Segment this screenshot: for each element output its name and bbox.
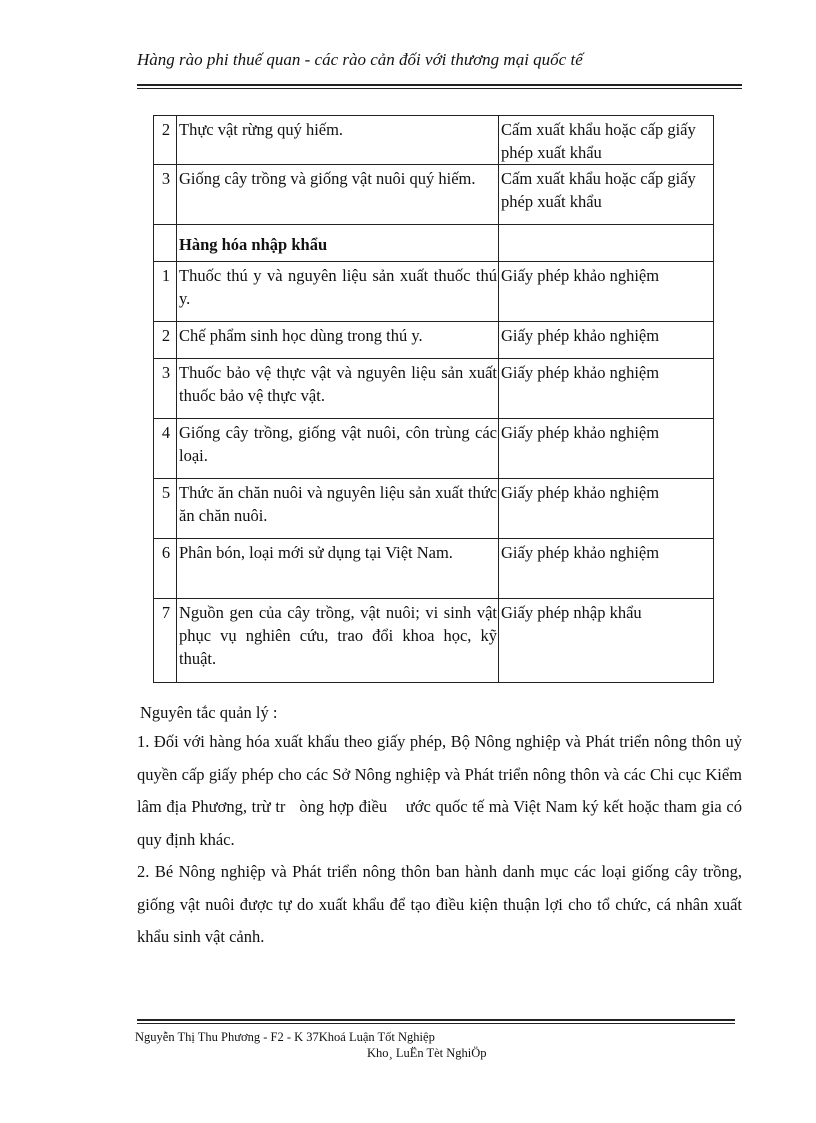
row-requirement: Giấy phép khảo nghiệm bbox=[499, 479, 714, 539]
row-requirement: Giấy phép nhập khẩu bbox=[499, 599, 714, 683]
row-requirement: Giấy phép khảo nghiệm bbox=[499, 322, 714, 359]
row-number: 2 bbox=[154, 322, 177, 359]
body-text bbox=[137, 700, 747, 954]
table-row bbox=[154, 539, 714, 599]
row-item: Chế phẩm sinh học dùng trong thú y. bbox=[177, 322, 499, 359]
table-row bbox=[154, 479, 714, 539]
row-item: Nguồn gen của cây trồng, vật nuôi; vi sinh vật phục vụ nghiên cứu, trao đổi khoa học, kỹ thuật. bbox=[177, 599, 499, 683]
row-requirement: Cấm xuất khẩu hoặc cấp giấy phép xuất khẩu bbox=[499, 116, 714, 165]
row-number: 3 bbox=[154, 359, 177, 419]
row-item: Giống cây trồng và giống vật nuôi quý hiếm. bbox=[177, 165, 499, 225]
row-number: 1 bbox=[154, 262, 177, 322]
row-number: 5 bbox=[154, 479, 177, 539]
row-item: Phân bón, loại mới sử dụng tại Việt Nam. bbox=[177, 539, 499, 599]
table-row bbox=[154, 359, 714, 419]
header-rule bbox=[137, 84, 742, 89]
row-number: 6 bbox=[154, 539, 177, 599]
footer-author: Nguyễn Thị Thu Phương - F2 - K 37Khoá Luận Tốt Nghiệp bbox=[135, 1030, 435, 1044]
table-row bbox=[154, 165, 714, 225]
section-row bbox=[154, 225, 714, 262]
empty-cell bbox=[499, 225, 714, 262]
row-item: Thuốc bảo vệ thực vật và nguyên liệu sản xuất thuốc bảo vệ thực vật. bbox=[177, 359, 499, 419]
row-item: Thức ăn chăn nuôi và nguyên liệu sản xuất thức ăn chăn nuôi. bbox=[177, 479, 499, 539]
row-requirement: Giấy phép khảo nghiệm bbox=[499, 359, 714, 419]
row-number: 2 bbox=[154, 116, 177, 165]
section-label: Hàng hóa nhập khẩu bbox=[177, 225, 499, 262]
row-requirement: Giấy phép khảo nghiệm bbox=[499, 419, 714, 479]
row-number: 7 bbox=[154, 599, 177, 683]
footer-title: Kho¸ LuËn Tèt NghiÖp bbox=[367, 1046, 487, 1060]
row-item: Thực vật rừng quý hiếm. bbox=[177, 116, 499, 165]
row-requirement: Giấy phép khảo nghiệm bbox=[499, 262, 714, 322]
table-row bbox=[154, 599, 714, 683]
table-row bbox=[154, 262, 714, 322]
table-row bbox=[154, 322, 714, 359]
row-number: 4 bbox=[154, 419, 177, 479]
empty-cell bbox=[154, 225, 177, 262]
table-row bbox=[154, 419, 714, 479]
section-heading: Nguyên tắc quản lý : bbox=[140, 703, 278, 722]
row-number: 3 bbox=[154, 165, 177, 225]
running-header: Hàng rào phi thuế quan - các rào cản đối với thương mại quốc tế bbox=[137, 50, 583, 69]
row-requirement: Giấy phép khảo nghiệm bbox=[499, 539, 714, 599]
row-item: Thuốc thú y và nguyên liệu sản xuất thuốc thú y. bbox=[177, 262, 499, 322]
table-row bbox=[154, 116, 714, 165]
row-item: Giống cây trồng, giống vật nuôi, côn trùng các loại. bbox=[177, 419, 499, 479]
row-requirement: Cấm xuất khẩu hoặc cấp giấy phép xuất khẩu bbox=[499, 165, 714, 225]
footer-rule bbox=[137, 1019, 735, 1024]
regulation-table bbox=[153, 115, 714, 683]
paragraph-2: 2. Bé Nông nghiệp và Phát triển nông thôn ban hành danh mục các loại giống cây trồng, giống vật nuôi được tự do xuất khẩu để tạo điều kiện thuận lợi cho tổ chức, cá nhân xuất khẩu sinh vật cảnh. bbox=[137, 862, 742, 946]
paragraph-1: 1. Đối với hàng hóa xuất khẩu theo giấy phép, Bộ Nông nghiệp và Phát triển nông thôn uỷ quyền cấp giấy phép cho các Sở Nông nghiệp và Phát triển nông thôn và các Chi cục Kiểm lâm địa Phương, trừ tr òng hợp điều ước quốc tế mà Việt Nam ký kết hoặc tham gia có quy định khác. bbox=[137, 732, 747, 849]
